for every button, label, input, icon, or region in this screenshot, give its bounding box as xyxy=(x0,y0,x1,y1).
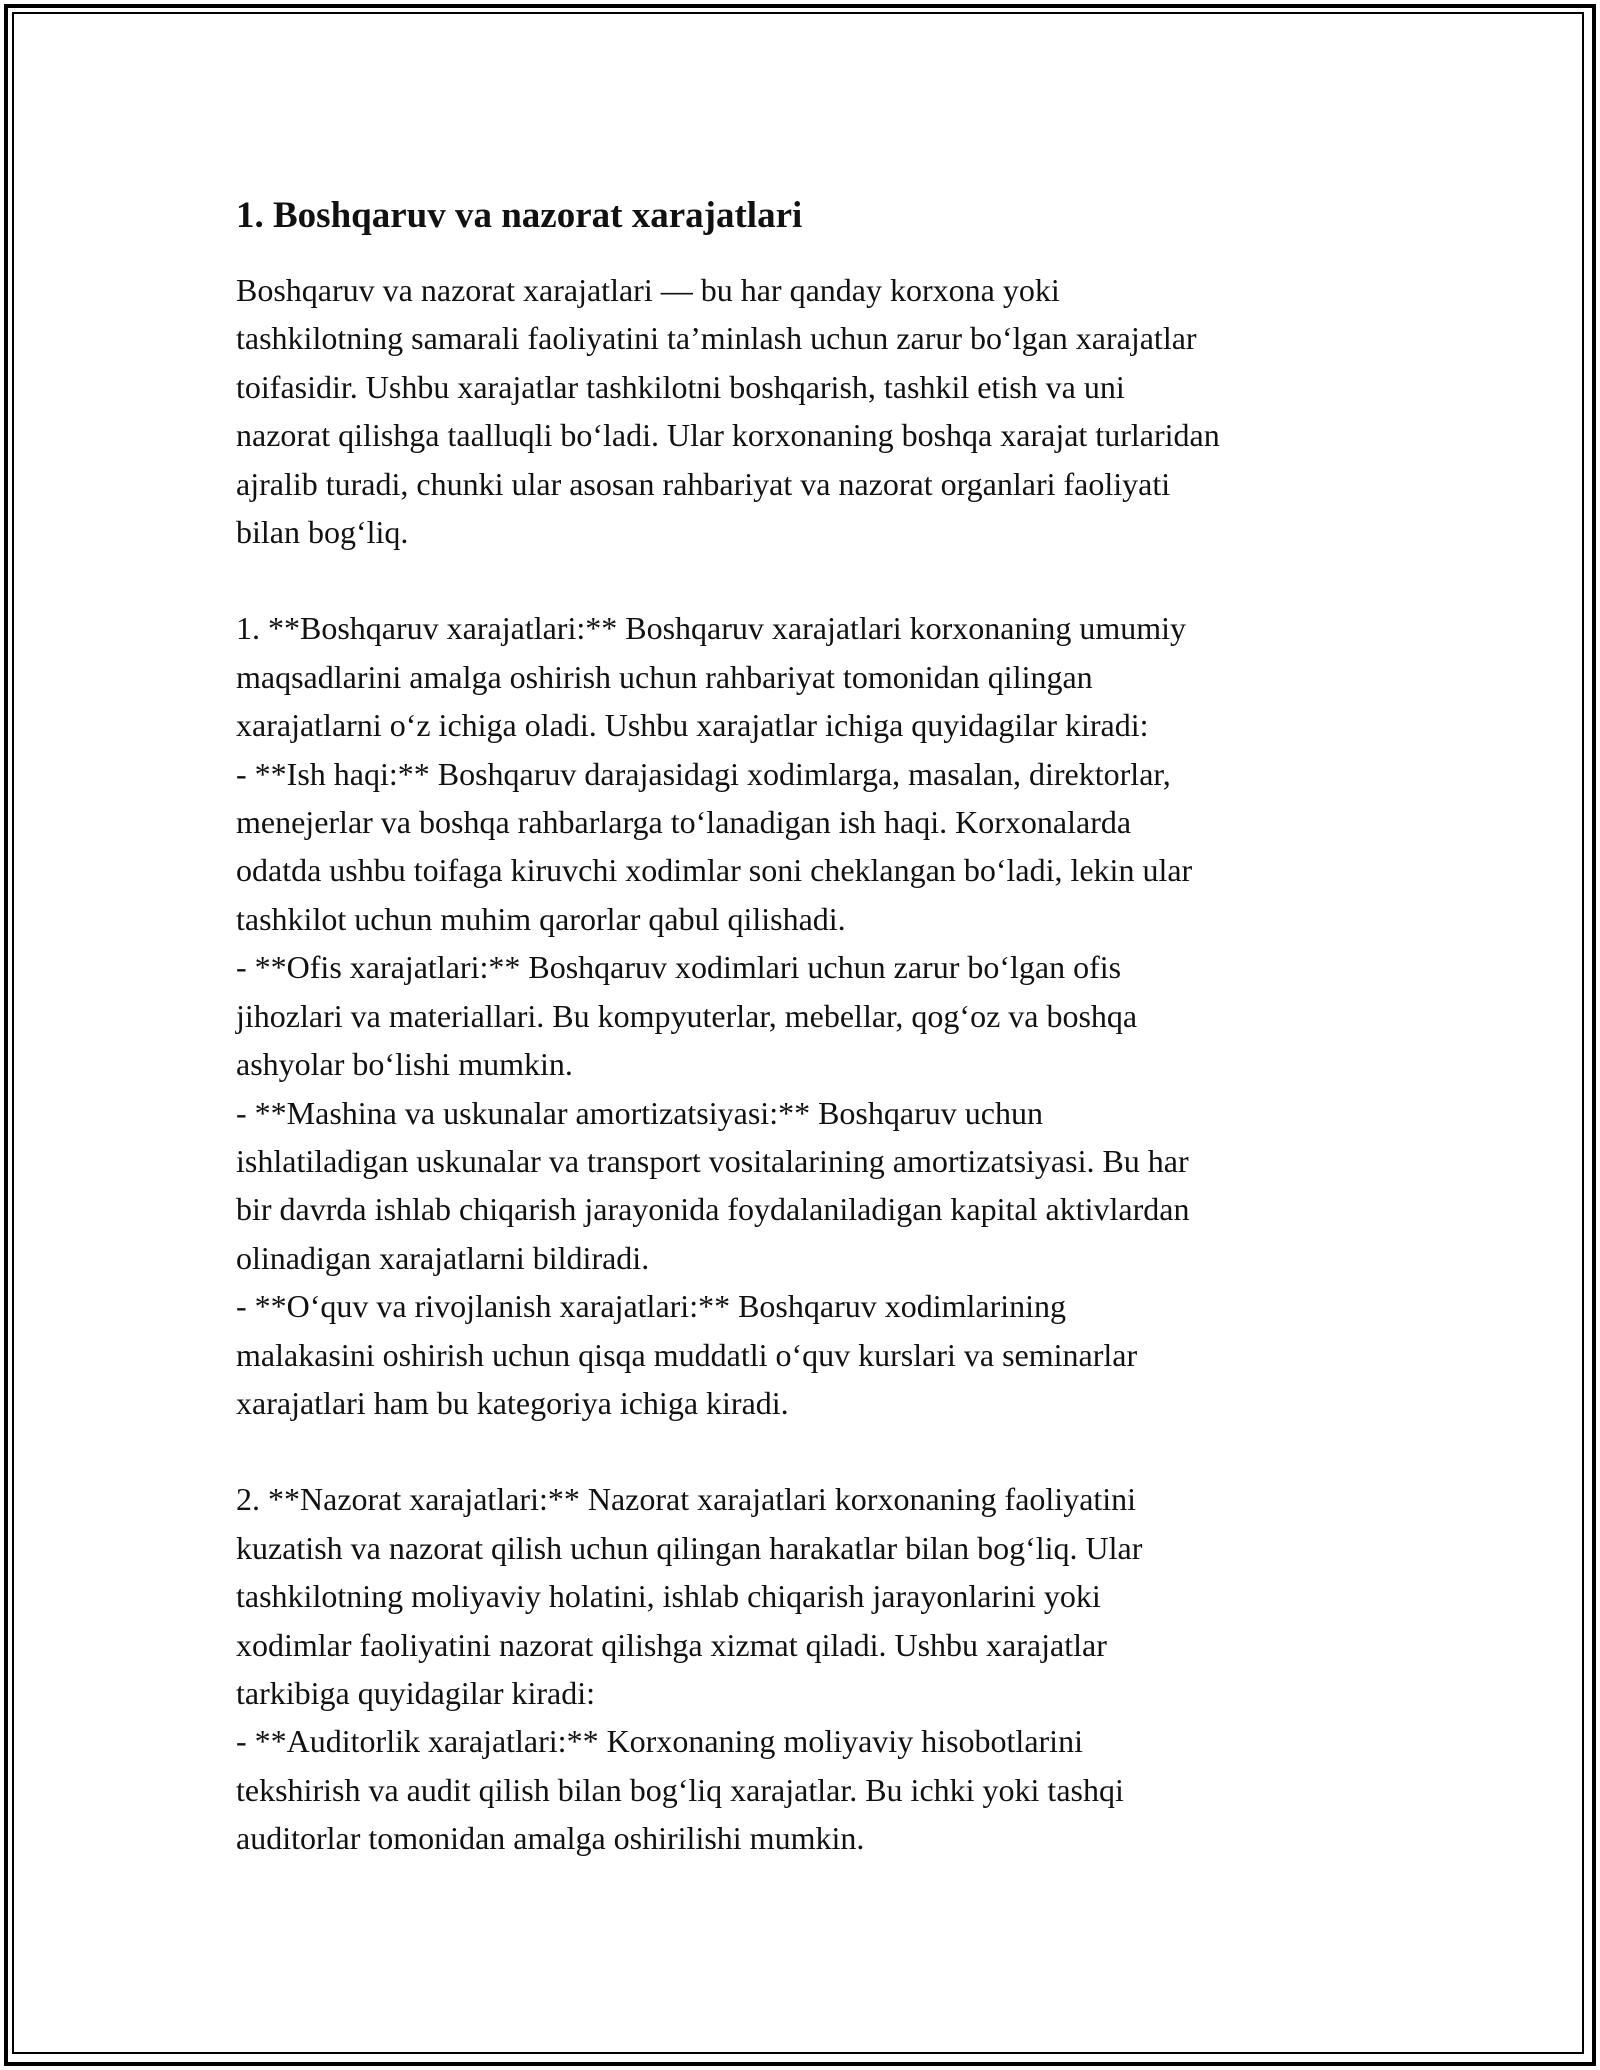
intro-paragraph: Boshqaruv va nazorat xarajatlari — bu har qanday korxona yoki tashkilotning samarali faoliyatini ta’minlash uchun zarur bo‘lgan xarajatlar toifasidir. Ushbu xarajatlar tashkilotni boshqarish, tashkil etish va uni nazorat qilishga taalluqli bo‘ladi. Ular korxonaning boshqa xarajat turlaridan ajralib turadi, chunki ular asosan rahbariyat va nazorat organlari faoliyati bilan bog‘liq. xyxy=(236,272,1220,551)
section-heading: 1. Boshqaruv va nazorat xarajatlari xyxy=(236,195,803,236)
control-costs-paragraph: 2. **Nazorat xarajatlari:** Nazorat xarajatlari korxonaning faoliyatini kuzatish va nazorat qilish uchun qilingan harakatlar bilan bog‘liq. Ular tashkilotning moliyaviy holatini, ishlab chiqarish jarayonlarini yoki xodimlar faoliyatini nazorat qilishga xizmat qiladi. Ushbu xarajatlar tarkibiga quyidagilar kiradi: - **Auditorlik xarajatlari:** Korxonaning moliyaviy hisobotlarini tekshirish va audit qilish bilan bog‘liq xarajatlar. Bu ichki yoki tashqi auditorlar tomonidan amalga oshirilishi mumkin. xyxy=(236,1481,1143,1857)
paragraph-spacer xyxy=(236,1427,1396,1475)
management-costs-paragraph: 1. **Boshqaruv xarajatlari:** Boshqaruv xarajatlari korxonaning umumiy maqsadlarini amalga oshirish uchun rahbariyat tomonidan qilingan xarajatlarni o‘z ichiga oladi. Ushbu xarajatlar ichiga quyidagilar kiradi: - **Ish haqi:** Boshqaruv darajasidagi xodimlarga, masalan, direktorlar, menejerlar va boshqa rahbarlarga to‘lanadigan ish haqi. Korxonalarda odatda ushbu toifaga kiruvchi xodimlar soni cheklangan bo‘ladi, lekin ular tashkilot uchun muhim qarorlar qabul qilishadi. - **Ofis xarajatlari:** Boshqaruv xodimlari uchun zarur bo‘lgan ofis jihozlari va materiallari. Bu kompyuterlar, mebellar, qog‘oz va boshqa ashyolar bo‘lishi mumkin. - **Mashina va uskunalar amortizatsiyasi:** Boshqaruv uchun ishlatiladigan uskunalar va transport vositalarining amortizatsiyasi. Bu har bir davrda ishlab chiqarish jarayonida foydalaniladigan kapital aktivlardan olinadigan xarajatlarni bildiradi. - **O‘quv va rivojlanish xarajatlari:** Boshqaruv xodimlarining malakasini oshirish uchun qisqa muddatli o‘quv kurslari va seminarlar xarajatlari ham bu kategoriya ichiga kiradi. xyxy=(236,610,1193,1421)
document-body xyxy=(236,188,1396,1863)
paragraph-spacer xyxy=(236,556,1396,604)
